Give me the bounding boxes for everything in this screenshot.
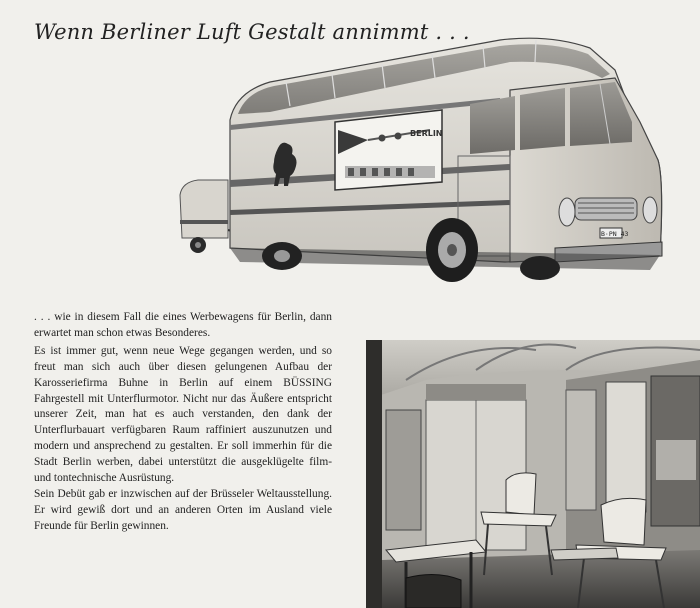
front-right-wheel	[520, 256, 560, 280]
chair	[406, 574, 461, 608]
article-body	[34, 310, 332, 535]
lead-paragraph: . . . wie in diesem Fall die eines Werbewagens für Berlin, dann erwartet man schon etwas Besonderes.	[34, 311, 332, 339]
interior-photo	[366, 340, 700, 608]
paragraph-1: Es ist immer gut, wenn neue Wege gegangen werden, und so freut man sich auch über diesen gelungenen Aufbau der Karosseriefirma Buhne in Berlin auf einem BÜSSING Fahrgestell mit Unterflurmotor. Nicht nur das Äußere entspricht unserer Zeit, man hat es auch verstanden, den dank der Unterflurbauart verfügbaren Raum raffiniert auszunutzen und modern und ansprechend zu gestalten. Er soll immerhin für die Stadt Berlin werben, dabei unterstützt die ausgeklügelte film- und tontechnische Ausrüstung.	[34, 344, 332, 485]
page-title: Wenn Berliner Luft Gestalt annimmt . . .	[34, 20, 470, 44]
rear-wheel	[262, 242, 302, 270]
trailer	[180, 180, 236, 253]
front-wheel	[426, 218, 478, 282]
svg-text:B·PN 43: B·PN 43	[601, 230, 629, 238]
advertising-panel	[335, 110, 443, 190]
bus-photo	[170, 30, 670, 305]
paragraph-2: Sein Debüt gab er inzwischen auf der Brüsseler Weltausstellung. Er wird gewiß dort und an anderen Orten im Ausland viele Freunde für Berlin gewinnen.	[34, 487, 332, 532]
banner-text: BERLIN	[410, 129, 443, 138]
